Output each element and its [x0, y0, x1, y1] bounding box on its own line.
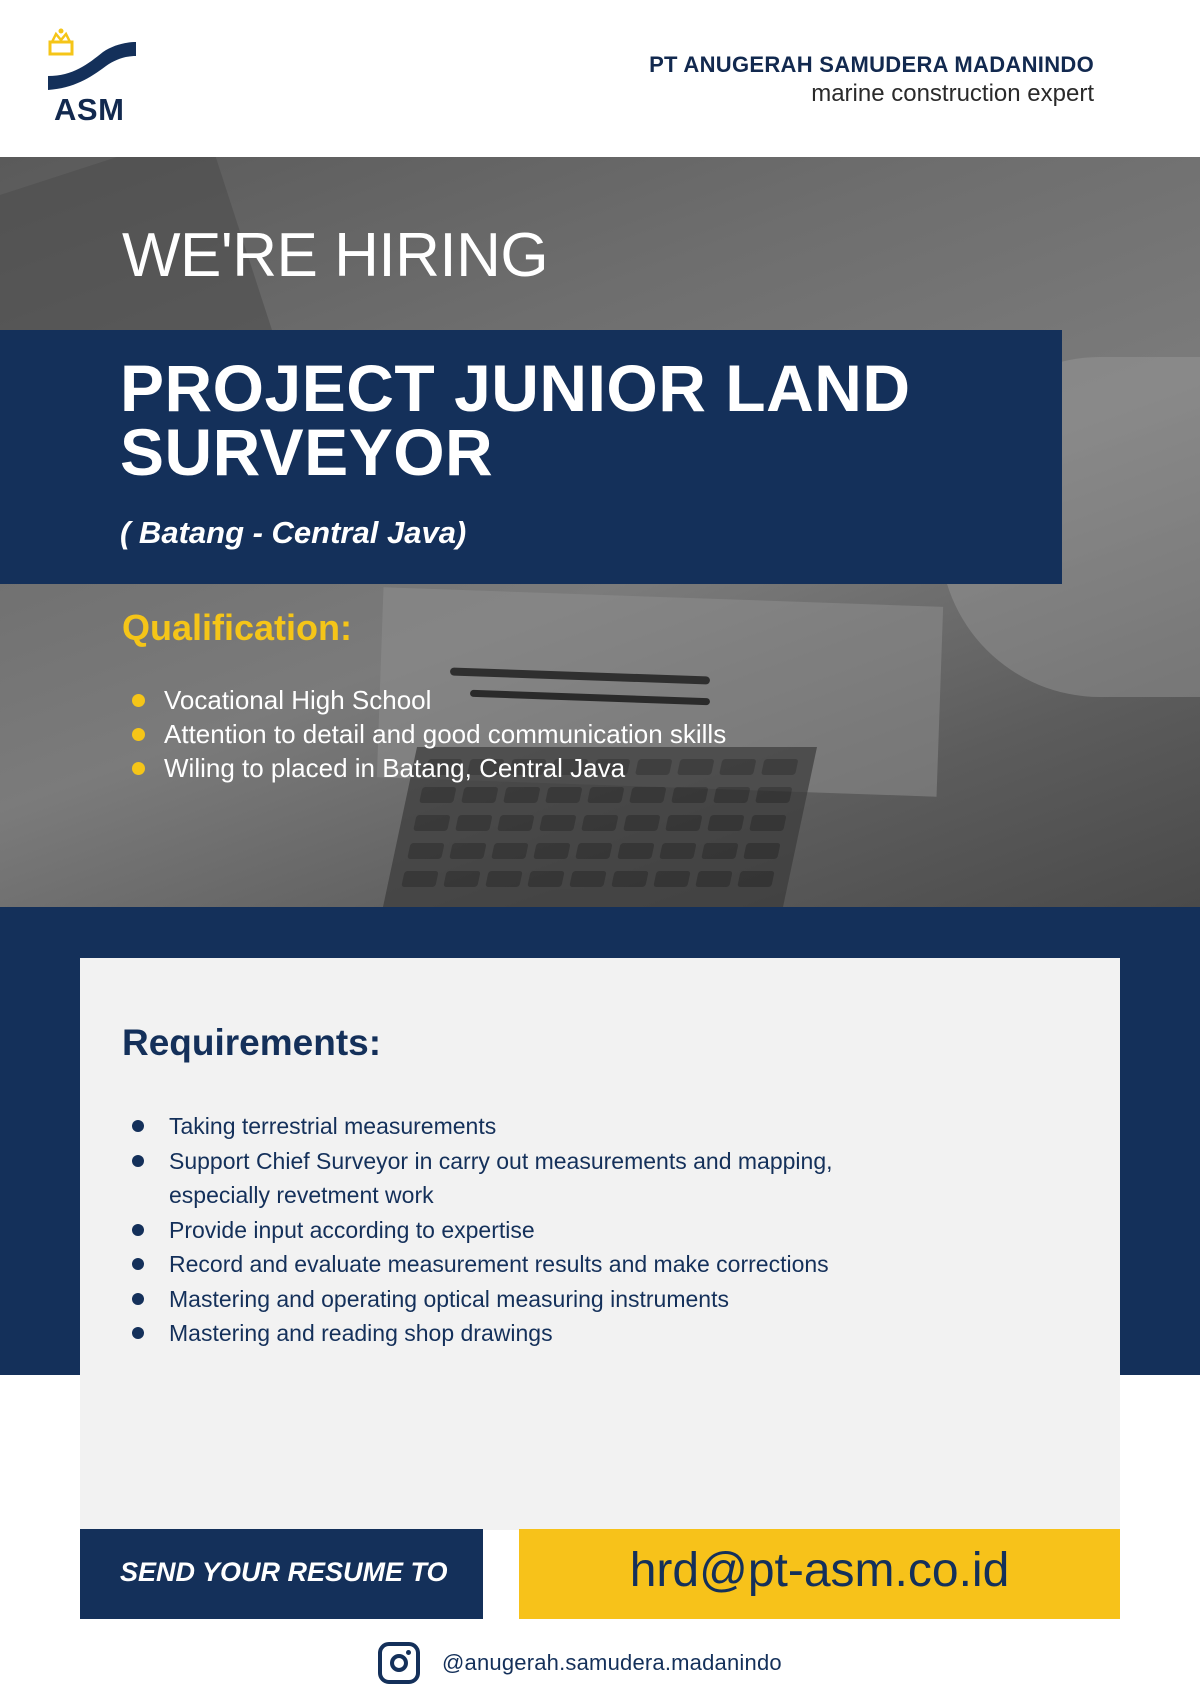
keyboard-key-shape: [419, 787, 456, 803]
keyboard-key-shape: [503, 787, 540, 803]
keyboard-key-shape: [575, 843, 612, 859]
list-item: Attention to detail and good communication skills: [130, 717, 726, 751]
list-item: Taking terrestrial measurements: [130, 1109, 890, 1144]
qualification-title: Qualification:: [122, 607, 353, 648]
keyboard-key-shape: [755, 787, 792, 803]
keyboard-key-shape: [413, 815, 450, 831]
keyboard-key-shape: [533, 843, 570, 859]
list-item: Record and evaluate measurement results and make corrections: [130, 1247, 890, 1282]
email-link[interactable]: hrd@pt-asm.co.id: [629, 1544, 1010, 1597]
keyboard-key-shape: [743, 843, 780, 859]
requirements-list: [130, 1109, 890, 1351]
instagram-handle: @anugerah.samudera.madanindo: [442, 1650, 782, 1675]
requirements-title: Requirements:: [122, 1022, 382, 1063]
keyboard-key-shape: [407, 843, 444, 859]
keyboard-key-shape: [587, 787, 624, 803]
keyboard-key-shape: [545, 787, 582, 803]
keyboard-key-shape: [671, 787, 708, 803]
keyboard-key-shape: [749, 815, 786, 831]
keyboard-key-shape: [461, 787, 498, 803]
job-location: ( Batang - Central Java): [120, 515, 467, 550]
list-item: Wiling to placed in Batang, Central Java: [130, 751, 726, 785]
list-item: Mastering and reading shop drawings: [130, 1316, 890, 1351]
keyboard-key-shape: [449, 843, 486, 859]
keyboard-key-shape: [695, 871, 732, 887]
keyboard-key-shape: [455, 815, 492, 831]
keyboard-key-shape: [485, 871, 522, 887]
keyboard-key-shape: [443, 871, 480, 887]
hiring-headline: WE'RE HIRING: [122, 221, 549, 290]
header: [0, 0, 1200, 157]
logo-text: ASM: [54, 92, 125, 127]
keyboard-key-shape: [611, 871, 648, 887]
keyboard-key-shape: [653, 871, 690, 887]
keyboard-key-shape: [401, 871, 438, 887]
keyboard-key-shape: [761, 759, 798, 775]
keyboard-key-shape: [581, 815, 618, 831]
list-item: Mastering and operating optical measuring instruments: [130, 1282, 890, 1317]
keyboard-key-shape: [707, 815, 744, 831]
keyboard-key-shape: [665, 815, 702, 831]
company-block: [649, 52, 1094, 108]
company-name: PT ANUGERAH SAMUDERA MADANINDO: [649, 52, 1094, 77]
keyboard-key-shape: [737, 871, 774, 887]
list-item: Support Chief Surveyor in carry out measurements and mapping, especially revetment work: [130, 1144, 890, 1213]
wave-icon: [48, 42, 136, 90]
keyboard-key-shape: [623, 815, 660, 831]
keyboard-key-shape: [701, 843, 738, 859]
send-resume-label: SEND YOUR RESUME TO: [120, 1557, 448, 1587]
instagram-icon: [378, 1642, 420, 1684]
crown-icon: [50, 29, 72, 55]
instagram-link[interactable]: [378, 1640, 782, 1686]
job-title: PROJECT JUNIOR LAND SURVEYOR: [120, 351, 911, 489]
list-item: Vocational High School: [130, 683, 726, 717]
keyboard-key-shape: [617, 843, 654, 859]
keyboard-key-shape: [539, 815, 576, 831]
keyboard-key-shape: [629, 787, 666, 803]
keyboard-key-shape: [659, 843, 696, 859]
company-tagline: marine construction expert: [811, 80, 1094, 107]
qualification-list: [130, 683, 726, 785]
keyboard-key-shape: [713, 787, 750, 803]
keyboard-key-shape: [491, 843, 528, 859]
keyboard-key-shape: [527, 871, 564, 887]
keyboard-key-shape: [497, 815, 534, 831]
list-item: Provide input according to expertise: [130, 1213, 890, 1248]
keyboard-key-shape: [569, 871, 606, 887]
